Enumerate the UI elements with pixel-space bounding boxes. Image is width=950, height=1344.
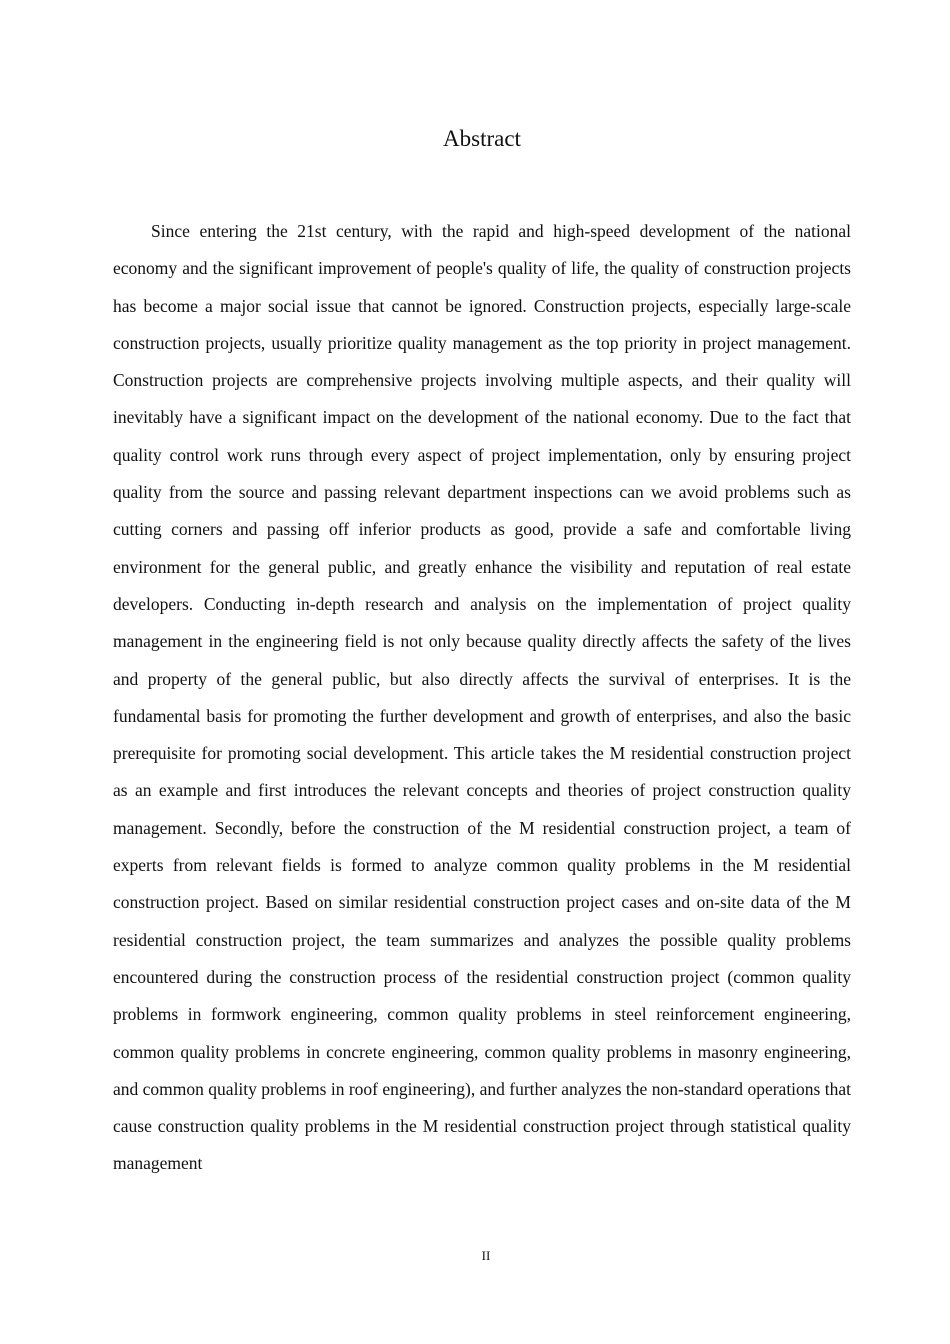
page-number: II bbox=[481, 1248, 491, 1263]
abstract-paragraph: Since entering the 21st century, with the rapid and high-speed development of the national economy and the significant improvement of people's quality of life, the quality of construction projects has become a major social issue that cannot be ignored. Construction projects, especially large-scale construction projects, usually prioritize quality management as the top priority in project management. Construction projects are comprehensive projects involving multiple aspects, and their quality will inevitably have a significant impact on the development of the national economy. Due to the fact that quality control work runs through every aspect of project implementation, only by ensuring project quality from the source and passing relevant department inspections can we avoid problems such as cutting corners and passing off inferior products as good, provide a safe and comfortable living environment for the general public, and greatly enhance the visibility and reputation of real estate developers. Conducting in-depth research and analysis on the implementation of project quality management in the engineering field is not only because quality directly affects the safety of the lives and property of the general public, but also directly affects the survival of enterprises. It is the fundamental basis for promoting the further development and growth of enterprises, and also the basic prerequisite for promoting social development. This article takes the M residential construction project as an example and first introduces the relevant concepts and theories of project construction quality management. Secondly, before the construction of the M residential construction project, a team of experts from relevant fields is formed to analyze common quality problems in the M residential construction project. Based on similar residential construction project cases and on-site data of the M residential construction project, the team summarizes and analyzes the possible quality problems encountered during the construction process of the residential construction project (common quality problems in formwork engineering, common quality problems in steel reinforcement engineering, common quality problems in concrete engineering, common quality problems in masonry engineering, and common quality problems in roof engineering), and further analyzes the non-standard operations that cause construction quality problems in the M residential construction project through statistical quality management bbox=[113, 221, 851, 1174]
page-title: Abstract bbox=[443, 126, 521, 151]
